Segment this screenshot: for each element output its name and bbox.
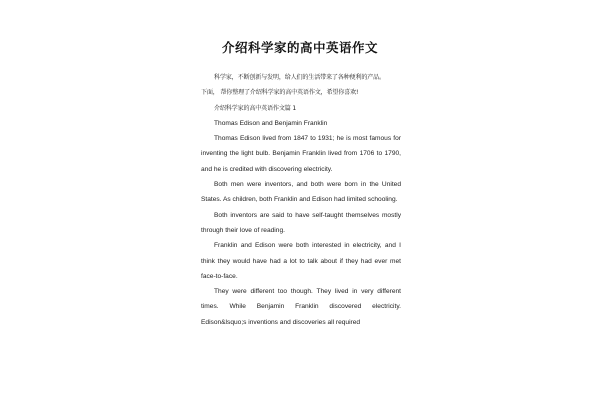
paragraph: 科学家，不断创新与发明，给人们的生活带来了各种便利的产品。	[214, 74, 385, 81]
paragraph: Thomas Edison and Benjamin Franklin	[214, 119, 328, 127]
document-title: 介绍科学家的高中英语作文	[221, 40, 378, 55]
paragraph: They were different too though. They lived in very different times. While Benjamin Franklin discovered electricity. Edison&lsquo;s inventions and discoveries all required	[201, 288, 401, 326]
paragraph: Thomas Edison lived from 1847 to 1931; he is most famous for inventing the light bulb. Benjamin Franklin lived from 1706 to 1790, and he is credited with discovering electricity.	[201, 135, 401, 173]
paragraph: 介绍科学家的高中英语作文篇 1	[214, 104, 297, 112]
document-body	[201, 70, 401, 330]
paragraph: 下面， 帮你整理了介绍科学家的高中英语作文，希望你喜欢!	[201, 89, 359, 97]
paragraph: Both inventors are said to have self-taught themselves mostly through their love of reading.	[201, 211, 401, 234]
paragraph: Both men were inventors, and both were born in the United States. As children, both Franklin and Edison had limited schooling.	[201, 181, 401, 204]
paragraph: Franklin and Edison were both interested in electricity, and I think they would have had a lot to talk about if they had ever met face-to-face.	[201, 242, 401, 280]
